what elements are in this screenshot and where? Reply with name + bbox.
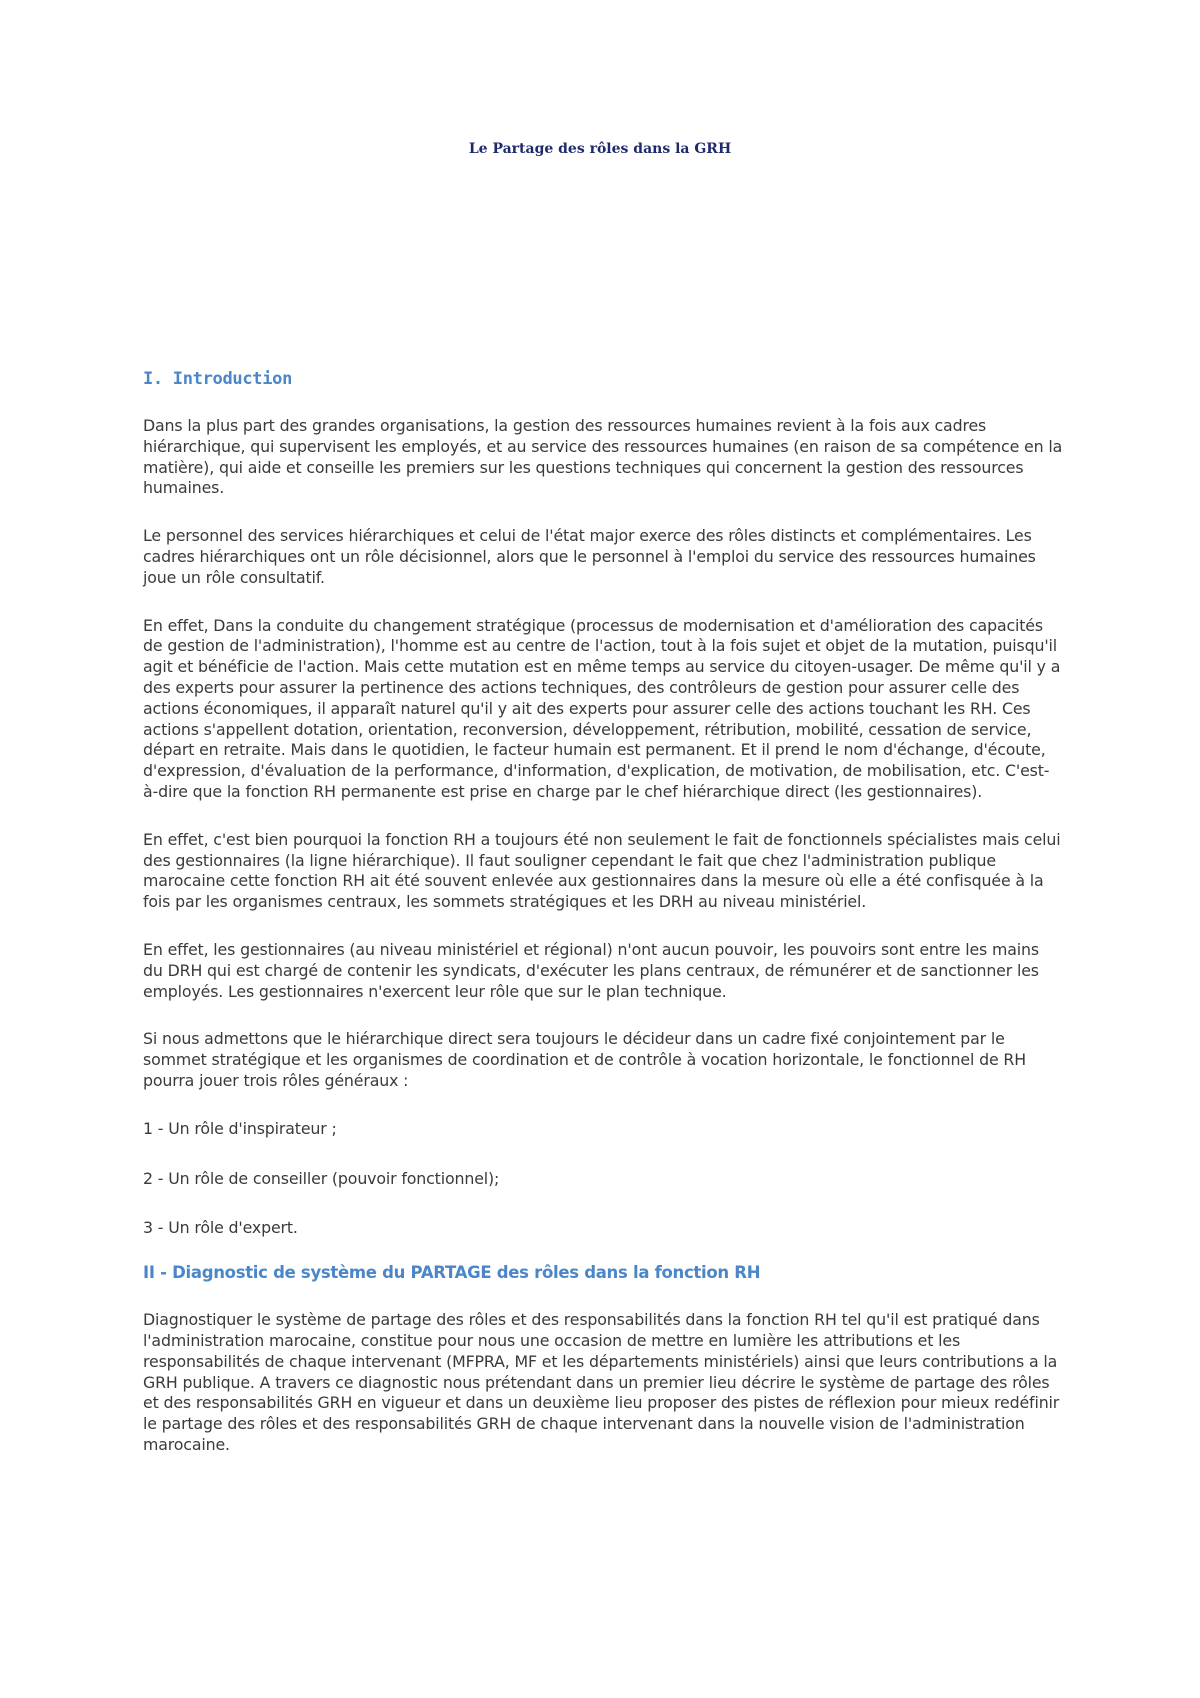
paragraph: Dans la plus part des grandes organisations, la gestion des ressources humaines revient à la fois aux cadres hiérarchique, qui supervisent les employés, et au service des ressources humaines (en raison de sa compétence en la matière), qui aide et conseille les premiers sur les questions techniques qui concernent la gestion des ressources humaines. <box>143 416 1063 498</box>
section-heading-introduction: I. Introduction <box>143 369 293 389</box>
document-body <box>143 368 1063 1483</box>
list-item-role: 1 - Un rôle d'inspirateur ; <box>143 1118 337 1138</box>
list-item-role: 2 - Un rôle de conseiller (pouvoir fonctionnel); <box>143 1168 500 1188</box>
paragraph: En effet, c'est bien pourquoi la fonction RH a toujours été non seulement le fait de fonctionnels spécialistes mais celui des gestionnaires (la ligne hiérarchique). Il faut souligner cependant le fait que chez l'administration publique marocaine cette fonction RH ait été souvent enlevée aux gestionnaires dans la mesure où elle a été confisquée à la fois par les organismes centraux, les sommets stratégiques et les DRH au niveau ministériel. <box>143 829 1061 912</box>
paragraph: Le personnel des services hiérarchiques et celui de l'état major exerce des rôles distincts et complémentaires. Les cadres hiérarchiques ont un rôle décisionnel, alors que le personnel à l'emploi du service des ressources humaines joue un rôle consultatif. <box>143 526 1036 587</box>
paragraph: Si nous admettons que le hiérarchique direct sera toujours le décideur dans un cadre fixé conjointement par le sommet stratégique et les organismes de coordination et de contrôle à vocation horizontale, le fonctionnel de RH pourra jouer trois rôles généraux : <box>143 1029 1026 1090</box>
section-heading-diagnostic: II - Diagnostic de système du PARTAGE des rôles dans la fonction RH <box>143 1263 761 1283</box>
list-item-role: 3 - Un rôle d'expert. <box>143 1218 298 1238</box>
paragraph: En effet, les gestionnaires (au niveau ministériel et régional) n'ont aucun pouvoir, les pouvoirs sont entre les mains du DRH qui est chargé de contenir les syndicats, d'exécuter les plans centraux, de rémunérer et de sanctionner les employés. Les gestionnaires n'exercent leur rôle que sur le plan technique. <box>143 939 1039 1001</box>
paragraph: Diagnostiquer le système de partage des rôles et des responsabilités dans la fonction RH tel qu'il est pratiqué dans l'administration marocaine, constitue pour nous une occasion de mettre en lumière les attributions et les responsabilités de chaque intervenant (MFPRA, MF et les départements ministériels) ainsi que leurs contributions a la GRH publique. A travers ce diagnostic nous prétendant dans un premier lieu décrire le système de partage des rôles et des responsabilités GRH en vigueur et dans un deuxième lieu proposer des pistes de réflexion pour mieux redéfinir le partage des rôles et des responsabilités GRH de chaque intervenant dans la nouvelle vision de l'administration marocaine. <box>143 1310 1060 1454</box>
paragraph: En effet, Dans la conduite du changement stratégique (processus de modernisation et d'amélioration des capacités de gestion de l'administration), l'homme est au centre de l'action, tout à la fois sujet et objet de la mutation, puisqu'il agit et bénéficie de l'action. Mais cette mutation est en même temps au service du citoyen-usager. De même qu'il y a des experts pour assurer la pertinence des actions techniques, des contrôleurs de gestion pour assurer celle des actions économiques, il apparaît naturel qu'il y ait des experts pour assurer celle des actions touchant les RH. Ces actions s'appellent dotation, orientation, reconversion, développement, rétribution, mobilité, cessation de service, départ en retraite. Mais dans le quotidien, le facteur humain est permanent. Et il prend le nom d'échange, d'écoute, d'expression, d'évaluation de la performance, d'information, d'explication, de motivation, de mobilisation, etc. C'est-à-dire que la fonction RH permanente est prise en charge par le chef hiérarchique direct (les gestionnaires). <box>143 615 1061 801</box>
document-title: Le Partage des rôles dans la GRH <box>468 141 732 157</box>
